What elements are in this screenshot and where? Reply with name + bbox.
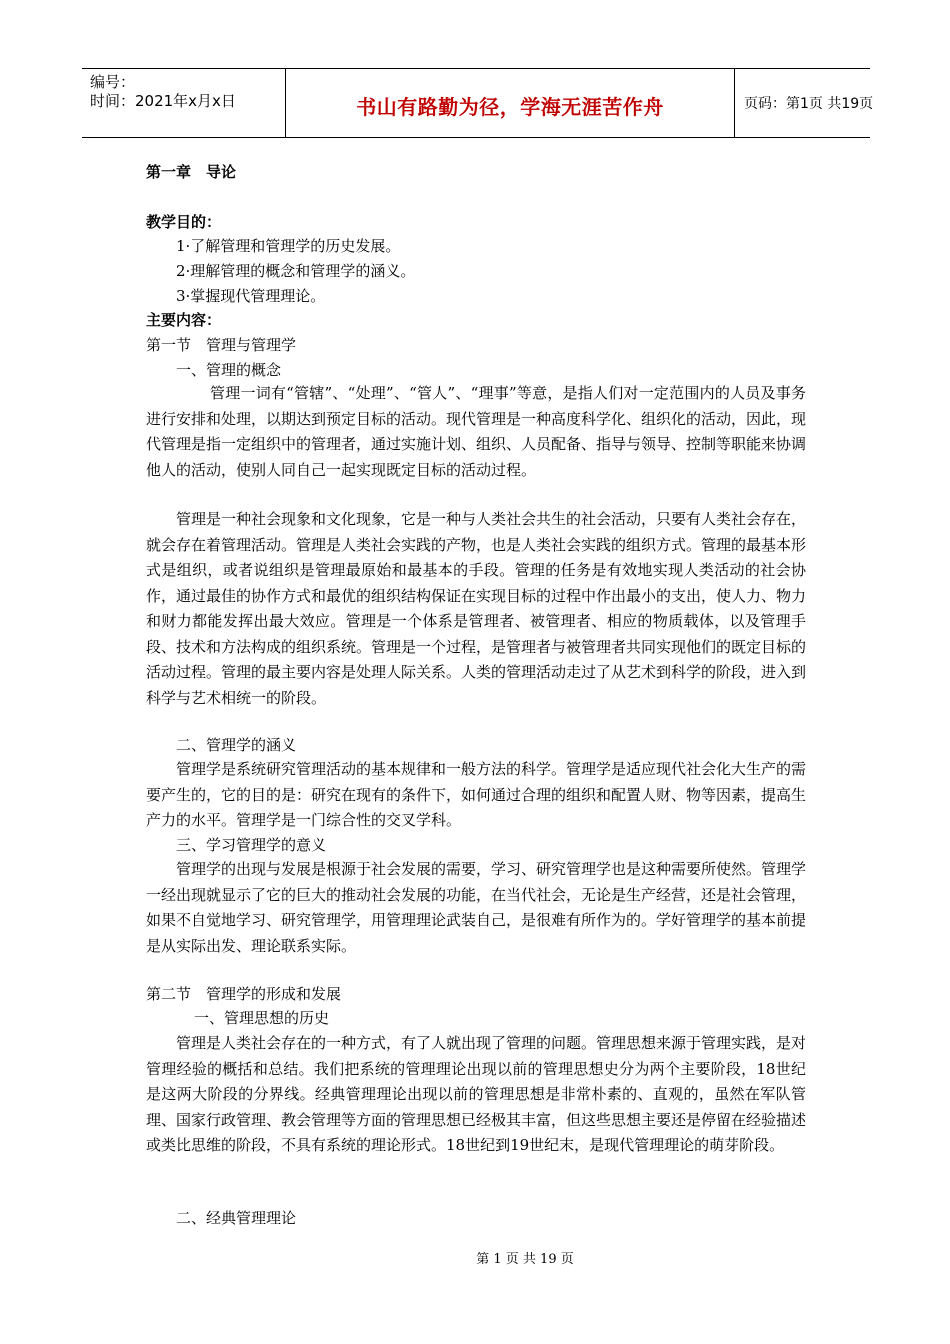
document-date-label: 时间：2021年x月x日	[90, 92, 236, 110]
paragraph: 管理是一种社会现象和文化现象，它是一种与人类社会共生的社会活动，只要有人类社会存在，就会存在着管理活动。管理是人类社会实践的产物，也是人类社会实践的组织方式。管理的最基本形式是组织，或者说组织是管理最原始和最基本的手段。管理的任务是有效地实现人类活动的社会协作，通过最佳的协作方式和最优的组织结构保证在实现目标的过程中作出最小的支出，使人力、物力和财力都能发挥出最大效应。管理是一个体系是管理者、被管理者、相应的物质载体，以及管理手段、技术和方法构成的组织系统。管理是一个过程，是管理者与被管理者共同实现他们的既定目标的活动过程。管理的最主要内容是处理人际关系。人类的管理活动走过了从艺术到科学的阶段，进入到科学与艺术相统一的阶段。	[146, 510, 807, 707]
paragraph: 管理学是系统研究管理活动的基本规律和一般方法的科学。管理学是适应现代社会化大生产的需要产生的，它的目的是：研究在现有的条件下，如何通过合理的组织和配置人财、物等因素，提高生产力的水平。管理学是一门综合性的交叉学科。	[146, 760, 807, 829]
subsection-title: 二、经典管理理论	[176, 1209, 297, 1227]
header-page-code: 页码：第1页 共19页	[744, 96, 874, 112]
header-motto: 书山有路勤为径，学海无涯苦作舟	[356, 95, 664, 119]
subsection-title: 一、管理思想的历史	[194, 1009, 330, 1027]
chapter-title: 第一章 导论	[146, 163, 237, 181]
objective-item: 3·掌握现代管理理论。	[176, 287, 326, 305]
section-title: 第二节 管理学的形成和发展	[146, 985, 342, 1003]
document-code-label: 编号：	[90, 73, 136, 91]
header-page-cell	[734, 69, 874, 137]
header-left-cell	[82, 69, 285, 137]
objective-item: 1·了解管理和管理学的历史发展。	[176, 237, 401, 255]
objectives-heading: 教学目的：	[146, 213, 222, 231]
subsection-title: 二、管理学的涵义	[176, 736, 297, 754]
section-title: 第一节 管理与管理学	[146, 336, 297, 354]
paragraph: 管理学的出现与发展是根源于社会发展的需要，学习、研究管理学也是这种需要所使然。管理学一经出现就显示了它的巨大的推动社会发展的功能，在当代社会，无论是生产经营，还是社会管理，如果不自觉地学习、研究管理学，用管理理论武装自己，是很难有所作为的。学好管理学的基本前提是从实际出发、理论联系实际。	[146, 860, 807, 955]
footer-page-number: 第 1 页 共 19 页	[476, 1252, 574, 1267]
paragraph: 管理是人类社会存在的一种方式，有了人就出现了管理的问题。管理思想来源于管理实践，是对管理经验的概括和总结。我们把系统的管理理论出现以前的管理思想史分为两个主要阶段，18世纪是这两大阶段的分界线。经典管理理论出现以前的管理思想是非常朴素的、直观的，虽然在军队管理、国家行政管理、教会管理等方面的管理思想已经极其丰富，但这些思想主要还是停留在经验描述或类比思维的阶段，不具有系统的理论形式。18世纪到19世纪末，是现代管理理论的萌芽阶段。	[146, 1034, 807, 1154]
main-content-heading: 主要内容：	[146, 311, 222, 329]
header-motto-cell	[285, 69, 735, 137]
subsection-title: 一、管理的概念	[176, 361, 282, 379]
objective-item: 2·理解管理的概念和管理学的涵义。	[176, 262, 416, 280]
paragraph: 管理一词有“管辖”、“处理”、“管人”、“理事”等意，是指人们对一定范围内的人员及事务进行安排和处理，以期达到预定目标的活动。现代管理是一种高度科学化、组织化的活动，因此，现代管理是指一定组织中的管理者，通过实施计划、组织、人员配备、指导与领导、控制等职能来协调他人的活动，使别人同自己一起实现既定目标的活动过程。	[146, 384, 807, 479]
subsection-title: 三、学习管理学的意义	[176, 836, 327, 854]
page-header	[82, 68, 874, 138]
page-footer	[0, 1248, 950, 1267]
